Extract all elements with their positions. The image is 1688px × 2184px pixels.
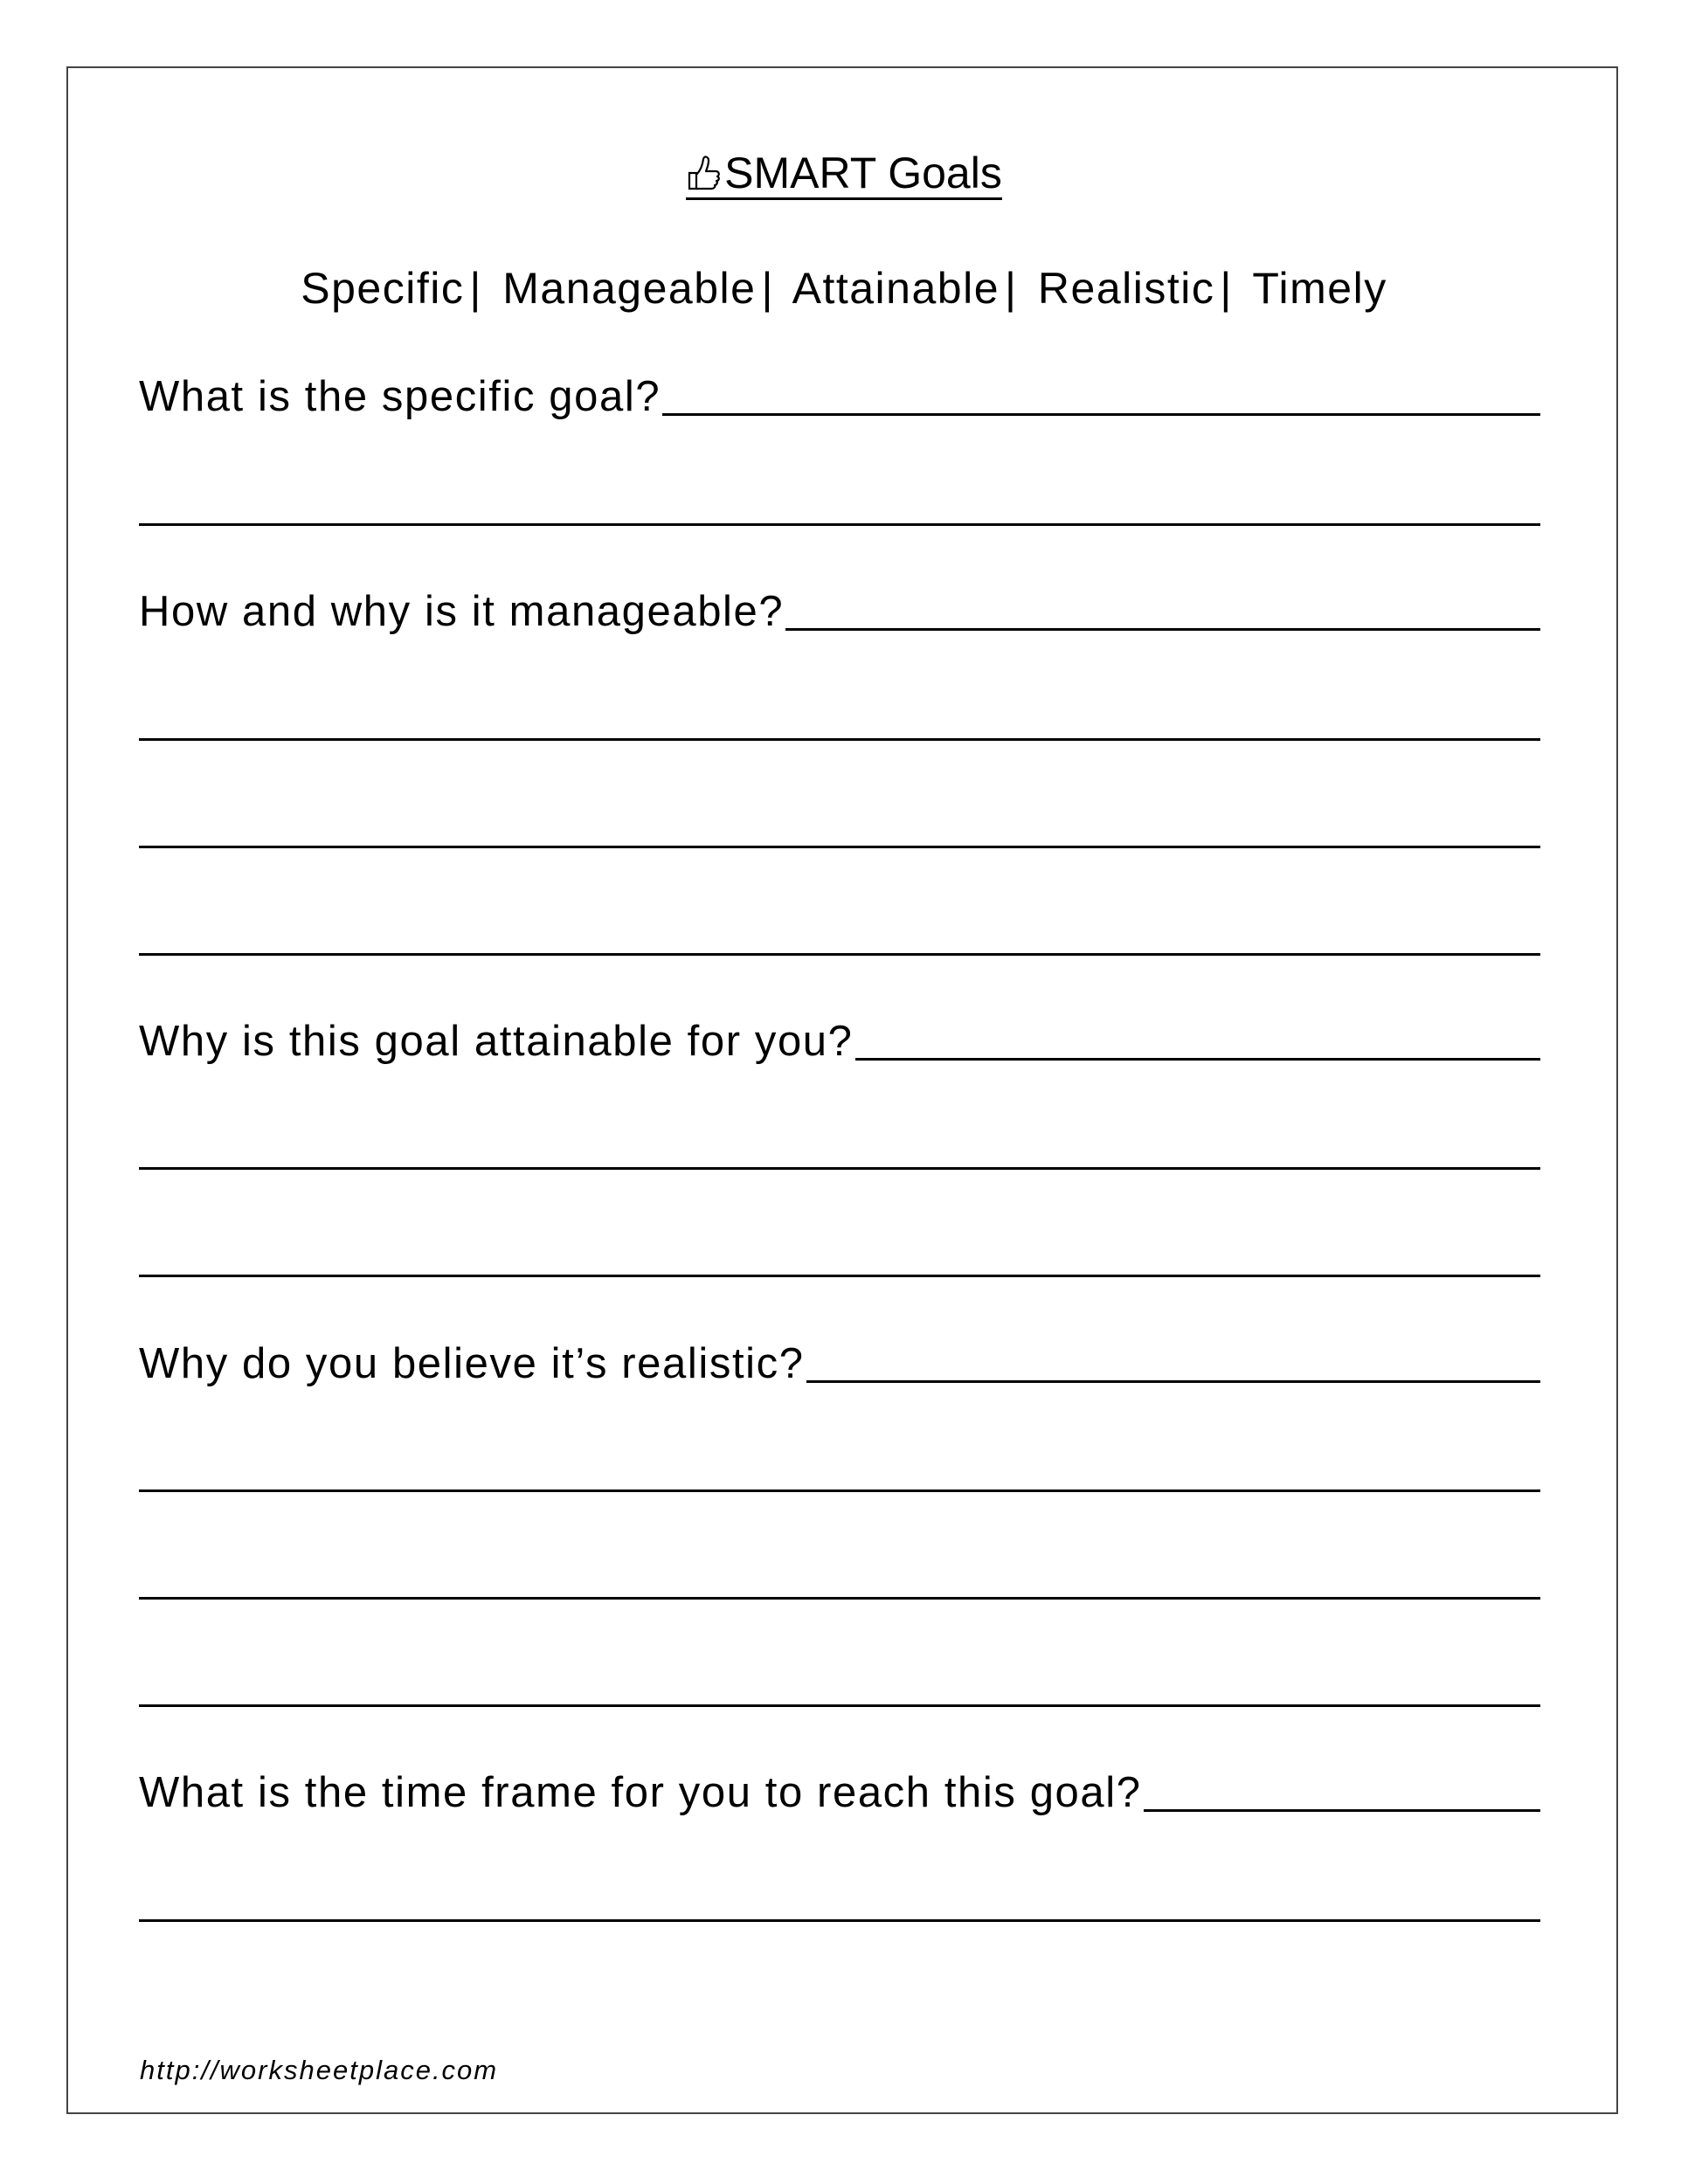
answer-line[interactable] (806, 1380, 1540, 1383)
criteria-separator: | (1220, 264, 1233, 313)
thumbs-up-icon (686, 154, 723, 192)
answer-line[interactable] (139, 738, 1540, 741)
criterion-attainable: Attainable (792, 264, 1000, 313)
criterion-manageable: Manageable (502, 264, 757, 313)
answer-line[interactable] (139, 1597, 1540, 1600)
criteria-separator: | (469, 264, 482, 313)
criterion-specific: Specific (301, 264, 465, 313)
answer-line[interactable] (785, 628, 1540, 631)
answer-line[interactable] (662, 413, 1540, 416)
answer-line[interactable] (139, 1275, 1540, 1277)
answer-line[interactable] (855, 1058, 1540, 1061)
criterion-timely: Timely (1252, 264, 1387, 313)
question-attainable (139, 1015, 1540, 1068)
title-text: SMART Goals (724, 149, 1002, 197)
criteria-separator: | (761, 264, 774, 313)
answer-line[interactable] (139, 953, 1540, 956)
answer-line[interactable] (139, 1489, 1540, 1492)
question-label: What is the specific goal? (139, 373, 661, 420)
criteria-separator: | (1005, 264, 1018, 313)
answer-line[interactable] (139, 523, 1540, 526)
worksheet-title (0, 149, 1688, 204)
question-manageable (139, 585, 1540, 638)
question-label: Why is this goal attainable for you? (139, 1018, 854, 1065)
source-url: http://worksheetplace.com (140, 2055, 499, 2085)
answer-line[interactable] (139, 1919, 1540, 1922)
answer-line[interactable] (139, 846, 1540, 848)
criterion-realistic: Realistic (1037, 264, 1215, 313)
smart-criteria-list (0, 262, 1688, 314)
answer-line[interactable] (139, 1704, 1540, 1707)
question-label: What is the time frame for you to reach this goal? (139, 1769, 1142, 1816)
answer-line[interactable] (1144, 1809, 1540, 1812)
question-label: Why do you believe it’s realistic? (139, 1340, 805, 1387)
answer-line[interactable] (139, 1167, 1540, 1170)
question-specific (139, 370, 1540, 423)
question-time-frame (139, 1766, 1540, 1819)
question-realistic (139, 1337, 1540, 1390)
question-label: How and why is it manageable? (139, 588, 785, 635)
